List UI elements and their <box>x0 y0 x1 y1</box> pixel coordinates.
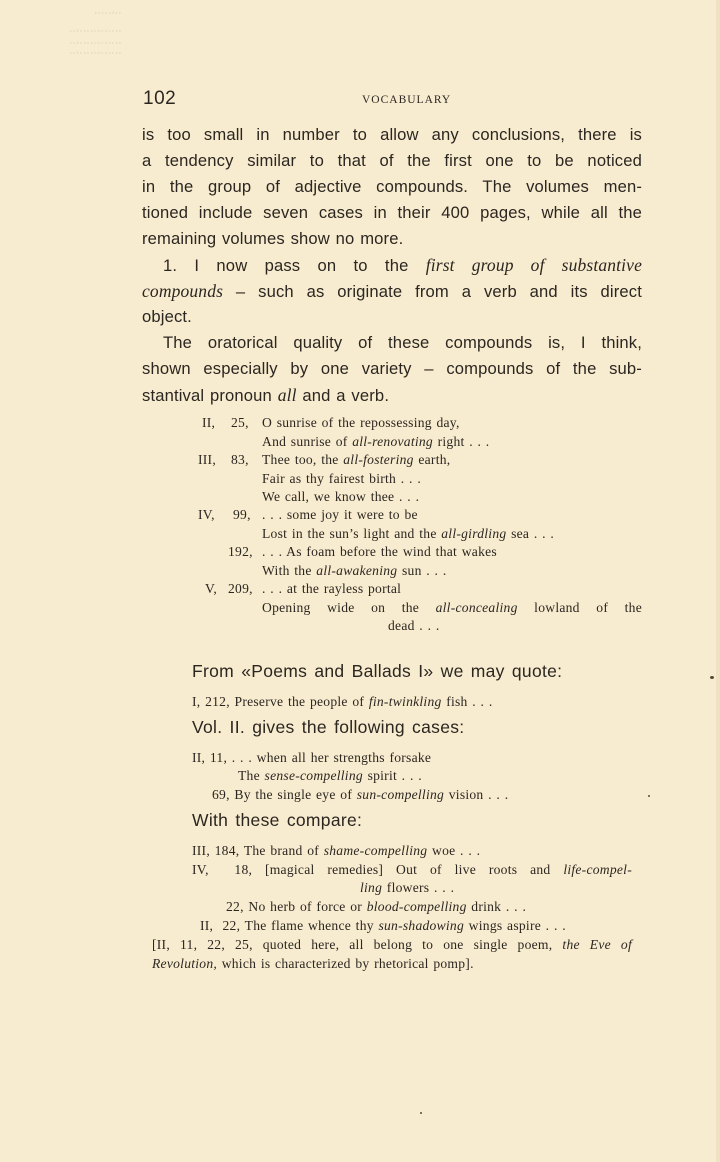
quote-line: With the all-awakening sun . . . <box>262 563 447 578</box>
quote-line: Lost in the sun’s light and the all-girdling sea . . . <box>262 526 555 541</box>
quote-line: Opening wide on the all-concealing lowland of the <box>262 600 642 615</box>
quote-line: II, 11, . . . when all her strengths forsake <box>192 750 432 765</box>
quote-line: I, 212, Preserve the people of fin-twinkling fish . . . <box>192 694 493 709</box>
quote-line: And sunrise of all-renovating right . . . <box>262 434 490 449</box>
quote-line: The sense-compelling spirit . . . <box>238 768 422 783</box>
body-line: remaining volumes show no more. <box>142 229 404 248</box>
page-edge <box>716 0 720 1162</box>
paper-speck <box>420 1112 422 1114</box>
quote-ref: III, <box>198 452 216 467</box>
quote-line: We call, we know thee . . . <box>262 489 420 504</box>
body-line: a tendency similar to that of the first one to be noticed <box>142 151 642 170</box>
quote-line: IV, 18, [magical remedies] Out of live roots and life-compel- <box>192 862 632 877</box>
body-line: compounds – such as originate from a verb and its direct <box>142 281 642 301</box>
quote-line: . . . at the rayless portal <box>262 581 402 596</box>
body-line: object. <box>142 307 192 326</box>
body-line: 1. I now pass on to the first group of substantive <box>163 255 642 275</box>
library-stamp-bleedthrough: ᶜ ᶜ ʳ ᶜ ᶜ ᶠ ᶜ ᶜ ᶜ ᶜ ᶠ ᶜ ᶜ ᶜ ᶜ ᶜ ᶜ ᶜ ᶜ ᶜ ᶜ ᶜ ᶜ ᶜ ᶜ ᶠ ᶜ ᶜ ᶜ ᶜ ᶜ ᶜ ᶜ ᶜ ᶜ ᶜ ᶜ ᶜ ᶜ ᶜ ᶠ ᶜ ᶜ ᶜ ᶜ ᶜ ᶜ ᶜ ᶜ ᶜ ᶜ ᶜ ᶜ <box>70 10 122 58</box>
quote-num: 192, <box>228 544 253 559</box>
quote-line: II, 22, The flame whence thy sun-shadowing wings aspire . . . <box>200 918 566 933</box>
section-heading: Vol. II. gives the following cases: <box>192 717 465 737</box>
section-heading: From «Poems and Ballads I» we may quote: <box>192 661 563 681</box>
quote-line: 22, No herb of force or blood-compelling drink . . . <box>226 899 527 914</box>
quote-ref: IV, <box>198 507 215 522</box>
body-line: The oratorical quality of these compounds is, I think, <box>163 333 642 352</box>
body-line: stantival pronoun all and a verb. <box>142 385 390 405</box>
quote-line: Fair as thy fairest birth . . . <box>262 471 421 486</box>
quote-line: dead . . . <box>388 618 440 633</box>
quote-num: 25, <box>231 415 249 430</box>
quote-ref: V, <box>205 581 217 596</box>
quote-line: Thee too, the all-fostering earth, <box>262 452 451 467</box>
body-line: in the group of adjective compounds. The volumes men- <box>142 177 642 196</box>
paper-speck <box>648 795 650 797</box>
running-title: VOCABULARY <box>362 94 452 106</box>
paper-speck <box>710 676 714 679</box>
quote-line: ling flowers . . . <box>360 880 455 895</box>
page-number: 102 <box>143 88 177 109</box>
quote-line: O sunrise of the repossessing day, <box>262 415 460 430</box>
editorial-note: Revolution, which is characterized by rhetorical pomp]. <box>152 956 474 971</box>
section-heading: With these compare: <box>192 810 363 830</box>
quote-line: . . . some joy it were to be <box>262 507 418 522</box>
quote-num: 209, <box>228 581 253 596</box>
body-line: shown especially by one variety – compounds of the sub- <box>142 359 642 378</box>
quote-ref: II, <box>202 415 216 430</box>
quote-num: 83, <box>231 452 249 467</box>
body-line: tioned include seven cases in their 400 pages, while all the <box>142 203 642 222</box>
quote-line: 69, By the single eye of sun-compelling vision . . . <box>212 787 509 802</box>
quote-num: 99, <box>233 507 251 522</box>
quote-line: III, 184, The brand of shame-compelling woe . . . <box>192 843 481 858</box>
body-line: is too small in number to allow any conclusions, there is <box>142 125 642 144</box>
quote-line: . . . As foam before the wind that wakes <box>262 544 497 559</box>
editorial-note: [II, 11, 22, 25, quoted here, all belong to one single poem, the Eve of <box>152 937 632 952</box>
